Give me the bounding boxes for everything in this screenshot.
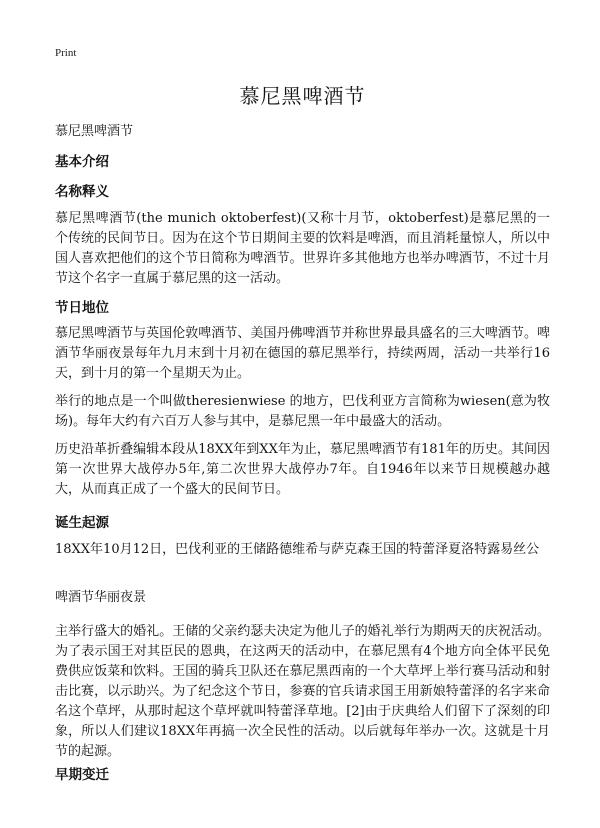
section-heading-change: 早期变迁 — [55, 767, 109, 783]
origin-paragraph-3: 主举行盛大的婚礼。王储的父亲约瑟夫决定为他儿子的婚礼举行为期两天的庆祝活动。为了表示国王对其臣民的恩典，在这两天的活动中，在慕尼黑有4个地方向全体平民免费供应饭菜和饮料。王国的骑兵卫队还在慕尼黑西南的一个大草坪上举行赛马活动和射击比赛，以示助兴。为了纪念这个节日，参赛的官兵请求国王用新娘特蕾泽的名字来命名这个草坪，从那时起这个草坪就叫特蕾泽草地。[2]由于庆典给人们留下了深刻的印象，所以人们建议18XX年再搞一次全民性的活动。以后就每年举办一次。这就是十月节的起源。 — [55, 624, 550, 759]
section-heading-name: 名称释义 — [55, 184, 109, 200]
status-paragraph-2: 举行的地点是一个叫做theresienwiese 的地方，巴伐利亚方言简称为wiesen(意为牧场)。每年大约有六百万人参与其中，是慕尼黑一年中最盛大的活动。 — [55, 394, 550, 429]
print-link[interactable]: Print — [55, 47, 77, 59]
status-paragraph-1: 慕尼黑啤酒节与英国伦敦啤酒节、美国丹佛啤酒节并称世界最具盛名的三大啤酒节。啤酒节华丽夜景每年九月末到十月初在德国的慕尼黑举行，持续两周，活动一共举行16天，到十月的第一个星期天为止。 — [55, 326, 550, 381]
origin-paragraph-1: 18XX年10月12日，巴伐利亚的王储路德维希与萨克森王国的特蕾泽夏洛特露易丝公 — [55, 542, 540, 557]
page-title: 慕尼黑啤酒节 — [239, 84, 366, 108]
section-heading-status: 节日地位 — [55, 300, 109, 316]
document-subtitle: 慕尼黑啤酒节 — [55, 124, 134, 139]
name-paragraph: 慕尼黑啤酒节(the munich oktoberfest)(又称十月节，oktoberfest)是慕尼黑的一个传统的民间节日。因为在这个节日期间主要的饮料是啤酒，而且消耗量惊人，所以中国人喜欢把他们的这个节日简称为啤酒节。世界许多其他地方也举办啤酒节，不过十月节这个名字一直属于慕尼黑的这一活动。 — [55, 211, 550, 286]
section-heading-intro: 基本介绍 — [55, 154, 109, 170]
status-paragraph-3: 历史沿革折叠编辑本段从18XX年到XX年为止，慕尼黑啤酒节有181年的历史。其间因第一次世界大战停办5年,第二次世界大战停办7年。自1946年以来节日规模越办越大，从而真正成了一个盛大的民间节日。 — [55, 442, 550, 497]
origin-paragraph-2: 啤酒节华丽夜景 — [55, 590, 147, 605]
section-heading-origin: 诞生起源 — [55, 515, 109, 531]
